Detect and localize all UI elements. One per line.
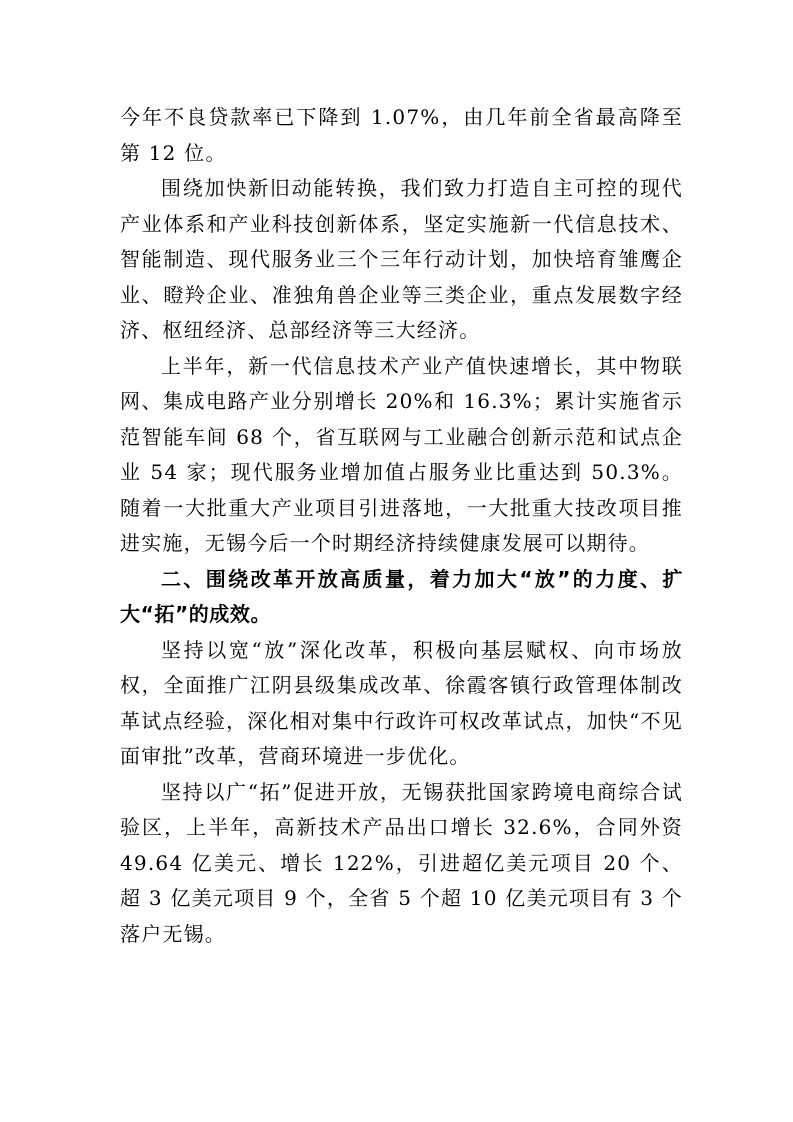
paragraph-first-half-growth: 上半年，新一代信息技术产业产值快速增长，其中物联网、集成电路产业分别增长 20%和 16.3%；累计实施省示范智能车间 68 个，省互联网与工业融合创新示范和试点企业 54 家；现代服务业增加值占服务业比重达到 50.3%。随着一大批重大产业项目引进落地，一大批重大技改项目推进实施，无锡今后一个时期经济持续健康发展可以期待。 [120,353,683,555]
document-page [120,100,683,952]
paragraph-new-momentum: 围绕加快新旧动能转换，我们致力打造自主可控的现代产业体系和产业科技创新体系，坚定实施新一代信息技术、智能制造、现代服务业三个三年行动计划，加快培育雏鹰企业、瞪羚企业、准独角兽企业等三类企业，重点发展数字经济、枢纽经济、总部经济等三大经济。 [120,176,683,342]
paragraph-opening-up: 坚持以广“拓”促进开放，无锡获批国家跨境电商综合试验区，上半年，高新技术产品出口增长 32.6%，合同外资 49.64 亿美元、增长 122%，引进超亿美元项目 20 个、超 3 亿美元项目 9 个，全省 5 个超 10 亿美元项目有 3 个落户无锡。 [120,779,683,946]
section-heading: 二、围绕改革开放高质量，着力加大“放”的力度、扩大“拓”的成效。 [120,566,683,626]
paragraph-continuation: 今年不良贷款率已下降到 1.07%，由几年前全省最高降至第 12 位。 [120,105,683,165]
paragraph-reform: 坚持以宽“放”深化改革，积极向基层赋权、向市场放权，全面推广江阴县级集成改革、徐霞客镇行政管理体制改革试点经验，深化相对集中行政许可权改革试点，加快“不见面审批”改革，营商环境进一步优化。 [120,637,683,768]
